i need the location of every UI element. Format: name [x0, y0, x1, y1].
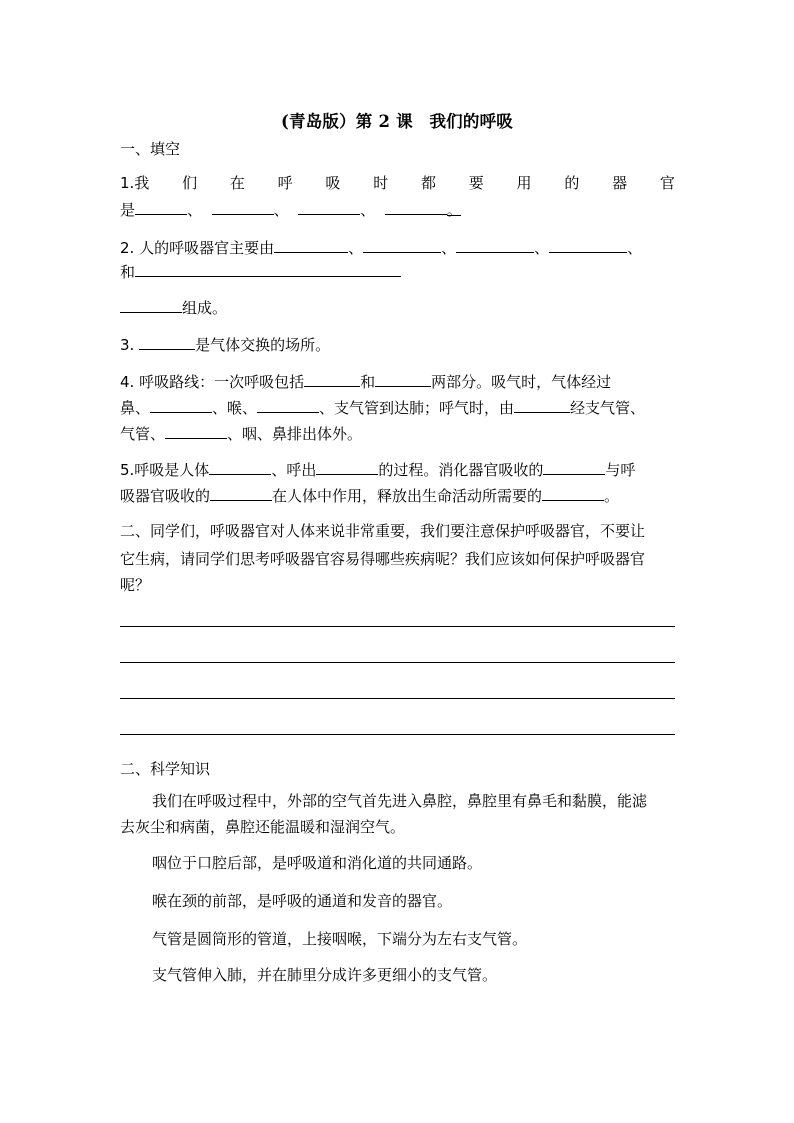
- q1-char: 在: [229, 174, 245, 192]
- question-4-line-3: [120, 424, 362, 444]
- knowledge-paragraph-1-line-2: 去灰尘和病菌，鼻腔还能温暖和湿润空气。: [120, 818, 406, 836]
- blank-field[interactable]: [139, 335, 195, 350]
- q4-text: 和: [360, 373, 376, 391]
- q2-text: 、: [534, 239, 550, 257]
- q1-char: 时: [373, 174, 389, 192]
- q4-text: 经支气管、: [570, 399, 646, 417]
- question-2-line-2: [120, 262, 401, 282]
- q1-char: 都: [420, 174, 436, 192]
- question-3: [120, 335, 330, 355]
- q4-text: 4. 呼吸路线：一次呼吸包括: [120, 373, 305, 391]
- q1-char: 要: [468, 174, 484, 192]
- q1-char: 的: [564, 174, 580, 192]
- q3-text: 3.: [120, 336, 135, 354]
- question-2-line-3: [120, 298, 227, 318]
- q5-text: 在人体中作用，释放出生命活动所需要的: [272, 487, 543, 505]
- q2-text: 、: [441, 239, 457, 257]
- blank-field[interactable]: [120, 298, 182, 313]
- answer-line[interactable]: [120, 734, 675, 735]
- knowledge-paragraph-3: 喉在颈的前部，是呼吸的通道和发音的器官。: [152, 892, 453, 910]
- blank-field[interactable]: [304, 372, 360, 387]
- section-2-line-3: 呢？: [120, 576, 151, 594]
- section-2-line-2: 它生病，请同学们思考呼吸器官容易得哪些疾病呢？我们应该如何保护呼吸器官: [120, 550, 646, 568]
- blank-field[interactable]: [316, 460, 378, 475]
- question-1-line-2: [120, 200, 461, 220]
- q2-text: 2. 人的呼吸器官主要由: [120, 239, 275, 257]
- q5-text: 与呼: [605, 461, 636, 479]
- q2-text: 组成。: [182, 299, 228, 317]
- blank-field[interactable]: [514, 398, 570, 413]
- blank-field[interactable]: [210, 486, 272, 501]
- section-1-heading: 一、填空: [120, 140, 181, 158]
- q2-text: 、: [348, 239, 364, 257]
- blank-field[interactable]: [274, 238, 348, 253]
- blank-field[interactable]: [135, 200, 187, 215]
- answer-line[interactable]: [120, 698, 675, 699]
- blank-field[interactable]: [298, 200, 360, 215]
- page-title: (青岛版）第 2 课 我们的呼吸: [281, 112, 513, 131]
- q1-text: 、: [360, 201, 376, 219]
- blank-field[interactable]: [165, 424, 227, 439]
- question-5-line-2: [120, 486, 619, 506]
- blank-field[interactable]: [209, 460, 271, 475]
- q1-char: 吸: [325, 174, 341, 192]
- question-4-line-1: [120, 372, 611, 392]
- blank-field[interactable]: [456, 238, 534, 253]
- q1-char: 1.我: [120, 174, 150, 192]
- q5-text: 、呼出: [271, 461, 317, 479]
- q4-text: 气管、: [120, 425, 166, 443]
- blank-field[interactable]: [375, 372, 431, 387]
- q1-text: 、: [273, 201, 289, 219]
- q1-text: 、: [187, 201, 203, 219]
- section-3-heading: 二、科学知识: [120, 760, 211, 778]
- question-5-line-1: [120, 460, 635, 480]
- q4-text: 鼻、: [120, 399, 151, 417]
- section-2-line-1: 二、同学们，呼吸器官对人体来说非常重要，我们要注意保护呼吸器官，不要让: [120, 522, 646, 540]
- q4-text: 、支气管到达肺；呼气时，由: [319, 399, 515, 417]
- q5-text: 吸器官吸收的: [120, 487, 211, 505]
- q1-char: 官: [659, 174, 675, 192]
- blank-field[interactable]: [257, 398, 319, 413]
- blank-field[interactable]: [543, 460, 605, 475]
- knowledge-paragraph-1-line-1: 我们在呼吸过程中，外部的空气首先进入鼻腔，鼻腔里有鼻毛和黏膜，能滤: [152, 792, 648, 810]
- blank-field[interactable]: [542, 486, 604, 501]
- question-2-line-1: [120, 238, 642, 258]
- knowledge-paragraph-4: 气管是圆筒形的管道，上接咽喉，下端分为左右支气管。: [152, 930, 528, 948]
- q5-text: 的过程。消化器官吸收的: [378, 461, 544, 479]
- q4-text: 、喉、: [212, 399, 258, 417]
- blank-field[interactable]: [549, 238, 627, 253]
- q1-char: 用: [516, 174, 532, 192]
- q4-text: 、咽、鼻排出体外。: [227, 425, 363, 443]
- question-1-line-1: [120, 174, 675, 193]
- q1-char: 器: [612, 174, 628, 192]
- knowledge-paragraph-2: 咽位于口腔后部，是呼吸道和消化道的共同通路。: [152, 854, 483, 872]
- blank-field[interactable]: [363, 238, 441, 253]
- q4-text: 两部分。吸气时，气体经过: [431, 373, 612, 391]
- blank-field[interactable]: [150, 398, 212, 413]
- answer-line[interactable]: [120, 662, 675, 663]
- q1-end: 。: [446, 201, 462, 219]
- blank-field[interactable]: [135, 262, 401, 277]
- question-4-line-2: [120, 398, 645, 418]
- knowledge-paragraph-5: 支气管伸入肺，并在肺里分成许多更细小的支气管。: [152, 966, 498, 984]
- q2-text: 、: [627, 239, 643, 257]
- q1-char: 们: [182, 174, 198, 192]
- blank-field[interactable]: [385, 200, 447, 215]
- answer-line[interactable]: [120, 626, 675, 627]
- q5-text: 。: [604, 487, 620, 505]
- blank-field[interactable]: [212, 200, 274, 215]
- q3-text: 是气体交换的场所。: [195, 336, 331, 354]
- q2-text: 和: [120, 263, 136, 281]
- q1-text: 是: [120, 201, 136, 219]
- q1-char: 呼: [277, 174, 293, 192]
- q5-text: 5.呼吸是人体: [120, 461, 210, 479]
